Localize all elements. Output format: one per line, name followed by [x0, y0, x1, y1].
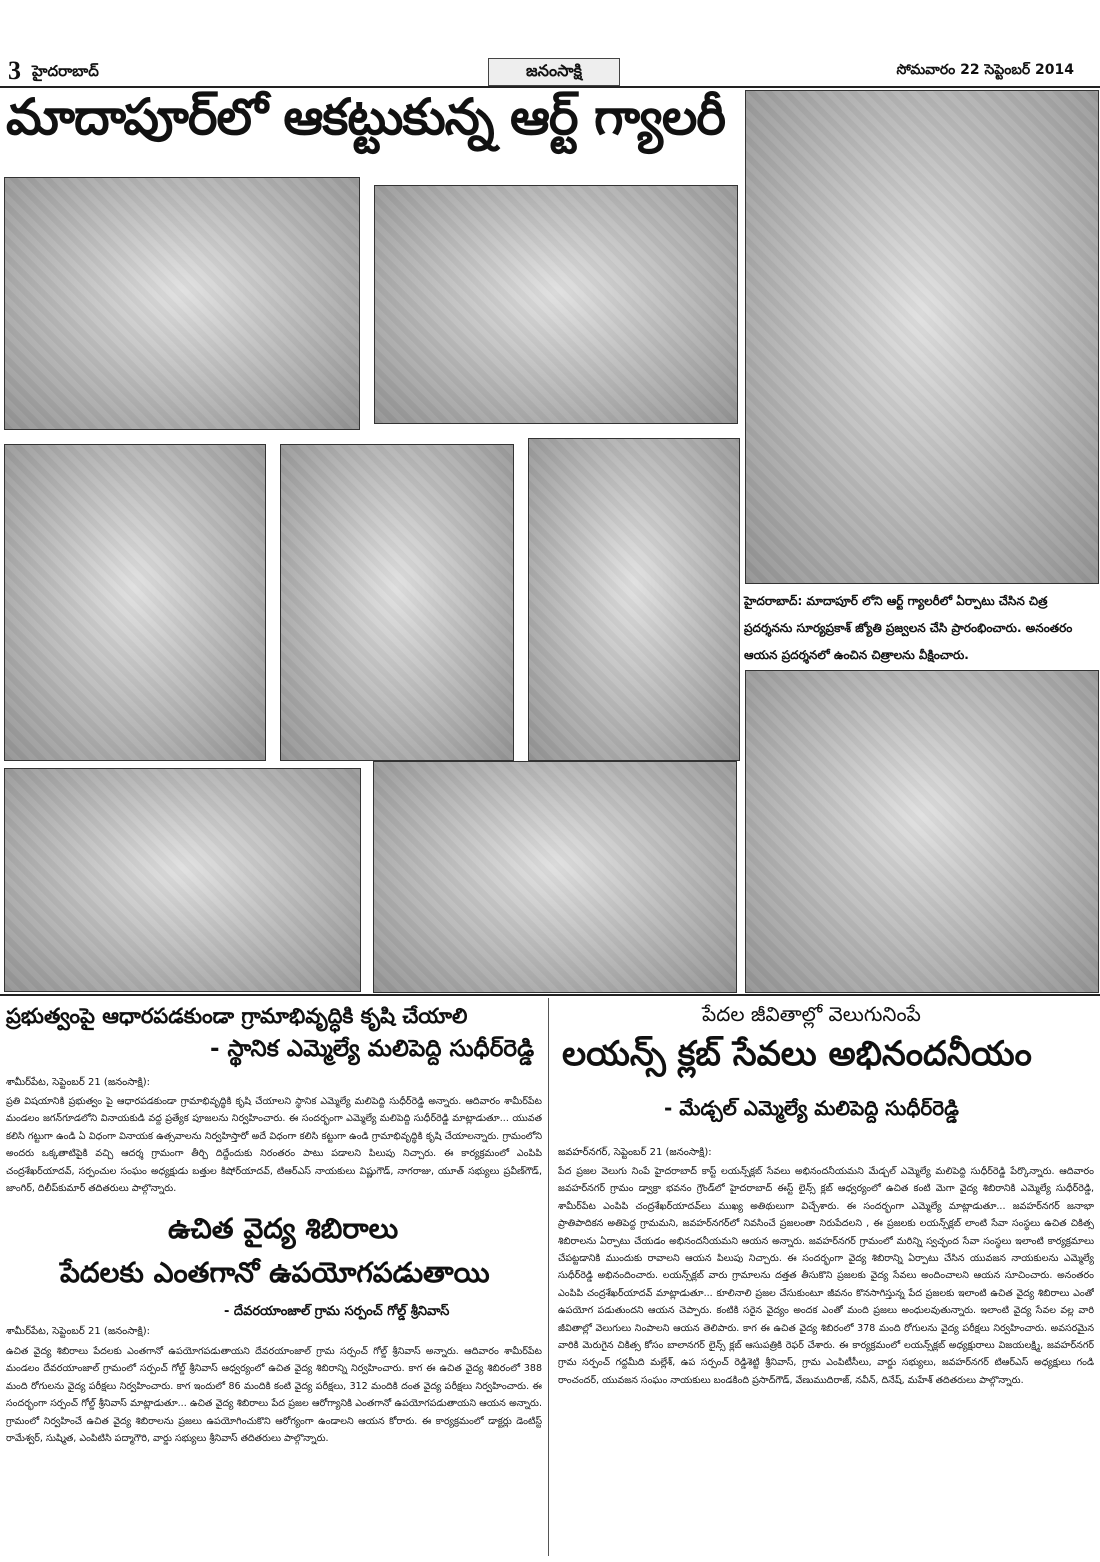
photo-painting-meditation	[373, 761, 737, 993]
article3-body: పేద ప్రజల వెలుగు నింపే హైదరాబాద్ కాస్ట్ లయన్స్‌క్లబ్ సేవలు అభినందనీయమని మేడ్చల్ ఎమ్మెల్యే మలిపెద్ది సుధీర్‌రెడ్డి పేర్కొన్నారు. ఆదివారం జవహర్‌నగర్ గ్రామం డ్వాక్రా భవనం గ్రౌండ్‌లో హైదరాబాద్ ఈస్ట్ లైన్స్ క్లబ్ ఆధ్వర్యంలో ఉచిత కంటి మెగా వైద్య శిబిరానికి ఎమ్మెల్యే సుధీర్‌రెడ్డి, శామీర్‌పేట ఎంపిపి చంద్రశేఖర్‌యాదవ్‌లు ముఖ్య అతిథులుగా విచ్చేశారు. ఈ సందర్భంగా ఎమ్మెల్యే మాట్లాడుతూ... జవహర్‌నగర్ జనాభా ప్రాతిపాదికన అతిపెద్ద గ్రామమని, జవహర్‌నగర్‌లో నివసించే ప్రజలంతా నిరుపేదలని , ఈ ప్రజలకు లయన్స్‌క్లబ్ లాంటి సేవా సంస్థలు ఉచిత చికిత్స శిబిరాలను ఏర్పాటు చేయడం అభినందనీయమని ఆయన అన్నారు. జవహర్‌నగర్ గ్రామంలో మరిన్ని స్వచ్ఛంద సేవా సంస్థలు ఇలాంటి కార్యక్రమాలు చేపట్టడానికి ముందుకు రావాలని ఆయన పిలుపు నిచ్చారు. ఈ సందర్భంగా వైద్య శిబిరాన్ని ఏర్పాటు చేసిన యువజన నాయకులను ఎమ్మెల్యే సుధీర్‌రెడ్డి అభినందించారు. లయన్స్‌క్లబ్ వారు గ్రామాలను దత్తత తీసుకొని ప్రజలకు వైద్య సేవలు అందించాలని ఆయన సూచించారు. అనంతరం ఎంపిపి చంద్రశేఖర్‌యాదవ్ మాట్లాడుతూ... కూలినాలి ప్రజల చేసుకుంటూ జీవనం కొనసాగిస్తున్న పేద ప్రజలకు ఇలాంటి ఉచిత వైద్య శిబిరాలు ఎంతో ఉపయోగ పడుతుందని ఆయన చెప్పారు. కంటికి సరైన వైద్యం అందక ఎంతో మంది ప్రజలు అంధులవుతున్నారు. ఇలాంటి వైద్య సేవల వల్ల వారి జీవితాల్లో వెలుగులు నింపాలని ఆయన తెలిపారు. కాగ ఈ ఉచిత వైద్య శిబిరంలో 378 మంది రోగులను వైద్య పరీక్షలు నిర్వహించారు. అవసరమైన వారికి మెరుగైన చికిత్స కోసం బాలానగర్ లైన్స్ క్లబ్ ఆసుపత్రికి రెఫర్ చేశారు. ఈ కార్యక్రమంలో లయన్స్‌క్లబ్ అధ్యక్షురాలు విజయలక్ష్మి, జవహర్‌నగర్ గ్రామ సర్పంచ్ గద్దమీది మల్లేశ్, ఉప సర్పంచ్ రెడ్డిశెట్టి శ్రీనివాస్, గ్రామ ఎంపిటీసీలు, వార్డు సభ్యులు, జవహర్‌నగర్ టిఆర్ఎస్ అధ్యక్షులు గండి రాంచందర్, యువజన సంఘం నాయకులు బండకింది ప్రసాద్‌గౌడ్, వేణుముదిరాజ్, నవీన్, దినేష్, మహేశ్ తదితరులు పాల్గొన్నారు.	[558, 1166, 1094, 1386]
photo-painting-plane	[4, 768, 361, 992]
article2-headline-line1: ఉచిత వైద్య శిబిరాలు	[168, 1212, 399, 1245]
article3-byline: - మేడ్చల్ ఎమ్మెల్యే మలిపెద్ది సుధీర్‌రెడ్డి	[664, 1096, 959, 1120]
article1-body: ప్రతి విషయానికి ప్రభుత్వం పై ఆధారపడకుండా గ్రామాభివృద్ధికి కృషి చేయాలని స్థానిక ఎమ్మెల్యే మలిపెద్ది సుధీర్‌రెడ్డి అన్నారు. ఆదివారం శామీర్‌పేట మండలం జగన్‌గూడలోని వినాయకుడి వద్ద ప్రత్యేక పూజలను నిర్వహించారు. ఈ సందర్భంగా ఎమ్మెల్యే మలిపెద్ది సుధీర్‌రెడ్డి మాట్లాడుతూ... యువత కలిసి గట్టుగా ఉండి ఏ విధంగా వినాయక ఉత్సవాలను నిర్వహిస్తారో అదే విధంగా కలిసి కట్టుగా ఉండి గ్రామాభివృద్ధికి కృషి చేయాలన్నారు. గ్రామంలోని అందరు ఒక్కతాటిపైకి వచ్చి ఆదర్శ గ్రామంగా తీర్చి దిద్దేందుకు నిరంతరం పాటు పడాలని పిలుపు నిచ్చారు. ఈ కార్యక్రమంలో ఎంపిపి చంద్రశేఖర్‌యాదవ్, సర్పంచుల సంఘం అధ్యక్షుడు బత్తుల కిషోర్‌యాదవ్, టిఆర్ఎస్ నాయకులు విష్ణుగౌడ్, నాగరాజు, యూత్ సభ్యులు ప్రవీణ్‌గౌడ్, జాంగిర్, దిలీప్‌కుమార్ తదితరులు పాల్గొన్నారు.	[6, 1096, 542, 1195]
article2-byline: - దేవరయాంజాల్ గ్రామ సర్పంచ్ గోల్డ్ శ్రీనివాస్	[224, 1304, 450, 1319]
photo-lamp-lighting	[374, 185, 738, 424]
photo-painting-flowers	[745, 670, 1099, 993]
issue-date: సోమవారం 22 సెప్టెంబర్ 2014	[896, 62, 1074, 78]
article2-dateline: శామీర్‌పేట, సెప్టెంబర్ 21 (జనంసాక్షి):	[6, 1326, 151, 1337]
newspaper-logo: జనంసాక్షి	[488, 58, 620, 86]
photo-painting-swirl	[745, 90, 1099, 584]
photo-painting-dancer	[4, 444, 266, 761]
photo-painting-figure	[280, 444, 514, 761]
photo-caption: హైదరాబాద్: మాదాపూర్ లోని ఆర్ట్ గ్యాలరీలో ఏర్పాటు చేసిన చిత్ర ప్రదర్శనను సూర్యప్రకాశ్ జ్యోతి ప్రజ్వలన చేసి ప్రారంభించారు. అనంతరం ఆయన ప్రదర్శనలో ఉంచిన చిత్రాలను వీక్షించారు.	[744, 594, 1073, 662]
article1-headline: ప్రభుత్వంపై ఆధారపడకుండా గ్రామాభివృద్ధికి కృషి చేయాలి	[6, 1004, 468, 1028]
article1-dateline: శామీర్‌పేట, సెప్టెంబర్ 21 (జనంసాక్షి):	[6, 1077, 151, 1088]
article1-byline: - స్థానిక ఎమ్మెల్యే మలిపెద్ది సుధీర్‌రెడ్డి	[210, 1036, 535, 1062]
article2-body: ఉచిత వైద్య శిబిరాలు పేదలకు ఎంతగానో ఉపయోగపడుతాయని దేవరయాంజాల్ గ్రామ సర్పంచ్ గోల్డ్ శ్రీనివాస్ అన్నారు. ఆదివారం శామీర్‌పేట మండలం దేవరయాంజాల్ గ్రామంలో సర్పంచ్ గోల్డ్ శ్రీనివాస్ ఆధ్వర్యంలో ఉచిత వైద్య శిబిరాన్ని నిర్వహించారు. కాగ ఈ ఉచిత వైద్య శిబిరంలో 388 మంది రోగులను వైద్య పరీక్షలు నిర్వహించారు. కాగ ఇందులో 86 మందికి కంటి వైద్య పరీక్షలు, 312 మందికి దంత వైద్య పరీక్షలు నిర్వహించారు. ఈ సందర్భంగా సర్పంచ్ గోల్డ్ శ్రీనివాస్ మాట్లాడుతూ... ఉచిత వైద్య శిబిరాలు పేద ప్రజల ఆరోగ్యానికి ఎంతగానో ఉపయోగపడుతాయని ఆయన అన్నారు. గ్రామంలో నిర్వహించే ఉచిత వైద్య శిబిరాలను ప్రజలు ఉపయోగించుకొని ఆరోగ్యంగా ఉండాలని ఆయన కోరారు. ఈ కార్యక్రమంలో డాక్టర్లు డెంటిస్ట్ రామేశ్వర్, సుష్మిత, ఎంపిటిసి పద్మాగౌరి, వార్డు సభ్యులు శ్రీనివాస్ తదితరులు పాల్గొన్నారు.	[6, 1346, 542, 1445]
article3-headline: లయన్స్ క్లబ్ సేవలు అభినందనీయం	[562, 1034, 1032, 1074]
city-label: హైదరాబాద్	[32, 62, 99, 80]
page-number: 3	[8, 56, 21, 85]
photo-painting-face	[528, 438, 740, 761]
section-divider	[0, 994, 1100, 996]
article2-headline-line2: పేదలకు ఎంతగానో ఉపయోగపడుతాయి	[60, 1256, 490, 1289]
main-headline: మాదాపూర్‌లో ఆకట్టుకున్న ఆర్ట్ గ్యాలరీ	[6, 88, 726, 146]
photo-gallery-crowd	[4, 177, 360, 430]
article3-dateline: జవహర్‌నగర్, సెప్టెంబర్ 21 (జనంసాక్షి):	[558, 1147, 712, 1158]
column-divider	[548, 998, 549, 1556]
article3-kicker: పేదల జీవితాల్లో వెలుగునింపే	[702, 1002, 921, 1026]
